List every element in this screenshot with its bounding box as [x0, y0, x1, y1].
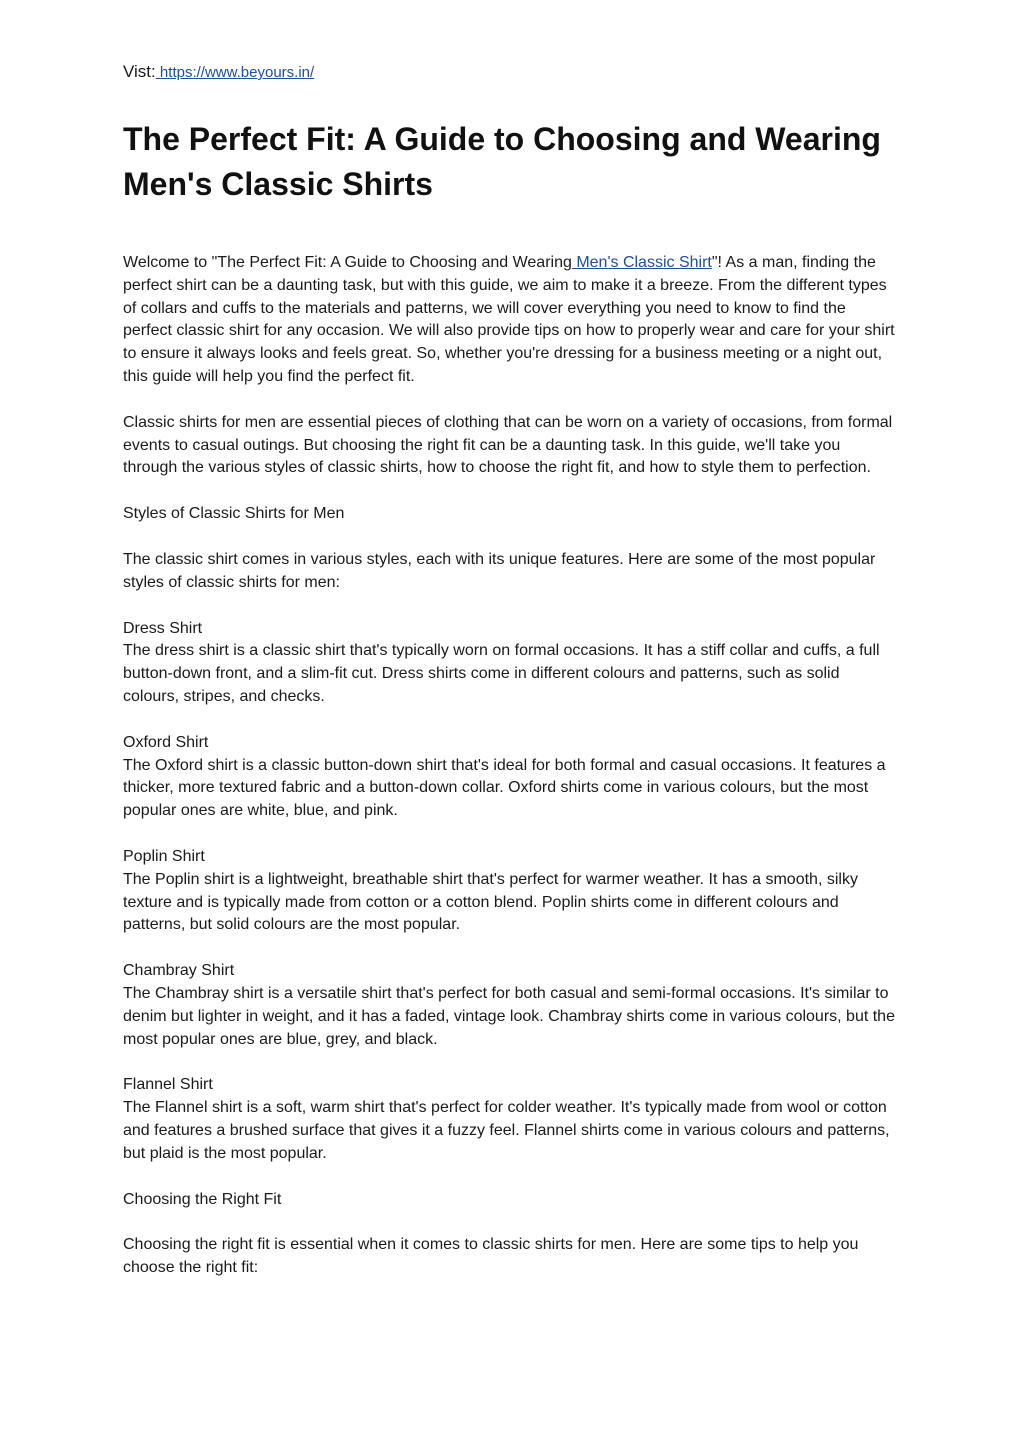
- document-title: The Perfect Fit: A Guide to Choosing and Wearing Men's Classic Shirts: [123, 121, 881, 202]
- intro-text-before-link: Welcome to "The Perfect Fit: A Guide to Choosing and Wearing: [123, 254, 572, 271]
- style-name: Flannel Shirt: [123, 1076, 213, 1094]
- style-name: Dress Shirt: [123, 619, 203, 637]
- styles-intro-paragraph: The classic shirt comes in various styles, each with its unique features. Here are some of the most popular styles of classic shirts for men:: [123, 550, 876, 591]
- section-heading-styles: Styles of Classic Shirts for Men: [123, 505, 345, 523]
- intro-paragraph: [123, 252, 898, 389]
- style-description: The dress shirt is a classic shirt that's typically worn on formal occasions. It has a stiff collar and cuffs, a full button-down front, and a slim-fit cut. Dress shirts come in different colours and patterns, such as solid colours, stripes, and checks.: [123, 642, 880, 705]
- style-name: Oxford Shirt: [123, 733, 209, 751]
- visit-line: [123, 61, 314, 84]
- style-entry-oxford-shirt: [123, 732, 898, 823]
- style-description: The Poplin shirt is a lightweight, breathable shirt that's perfect for warmer weather. It has a smooth, silky texture and is typically made from cotton or a cotton blend. Poplin shirts come in different colours and patterns, but solid colours are the most popular.: [123, 870, 858, 934]
- style-name: Poplin Shirt: [123, 847, 205, 865]
- style-name: Chambray Shirt: [123, 962, 235, 980]
- fit-intro-paragraph: Choosing the right fit is essential when it comes to classic shirts for men. Here are some tips to help you choose the right fit:: [123, 1236, 859, 1277]
- intro-text-after-link: "! As a man, finding the perfect shirt can be a daunting task, but with this guide, we aim to make it a breeze. From the different types of collars and cuffs to the materials and patterns, we will cover everything you need to know to find the perfect classic shirt for any occasion. We will also provide tips on how to properly wear and care for your shirt to ensure it always looks and feels great. So, whether you're dressing for a business meeting or a night out, this guide will help you find the perfect fit.: [123, 254, 895, 385]
- style-entry-flannel-shirt: [123, 1074, 898, 1165]
- visit-label: Vist:: [123, 62, 156, 81]
- section-heading-fit: Choosing the Right Fit: [123, 1190, 282, 1208]
- style-entry-dress-shirt: [123, 618, 898, 709]
- website-link[interactable]: https://www.beyours.in/: [155, 64, 315, 81]
- style-entry-poplin-shirt: [123, 846, 898, 937]
- style-description: The Oxford shirt is a classic button-down shirt that's ideal for both formal and casual occasions. It features a thicker, more textured fabric and a button-down collar. Oxford shirts come in various colours, but the most popular ones are white, blue, and pink.: [123, 756, 886, 820]
- style-description: The Flannel shirt is a soft, warm shirt that's perfect for colder weather. It's typically made from wool or cotton and features a brushed surface that gives it a fuzzy feel. Flannel shirts come in various colours and patterns, but plaid is the most popular.: [123, 1099, 890, 1162]
- mens-classic-shirt-link[interactable]: Men's Classic Shirt: [571, 254, 712, 271]
- paragraph-classic-shirts: Classic shirts for men are essential pieces of clothing that can be worn on a variety of occasions, from formal events to casual outings. But choosing the right fit can be a daunting task. In this guide, we'll take you through the various styles of classic shirts, how to choose the right fit, and how to style them to perfection.: [123, 413, 893, 477]
- document-body: [123, 252, 898, 1303]
- style-description: The Chambray shirt is a versatile shirt that's perfect for both casual and semi-formal occasions. It's similar to denim but lighter in weight, and it has a faded, vintage look. Chambray shirts come in various colours, but the most popular ones are blue, grey, and black.: [123, 984, 895, 1048]
- style-entry-chambray-shirt: [123, 960, 898, 1051]
